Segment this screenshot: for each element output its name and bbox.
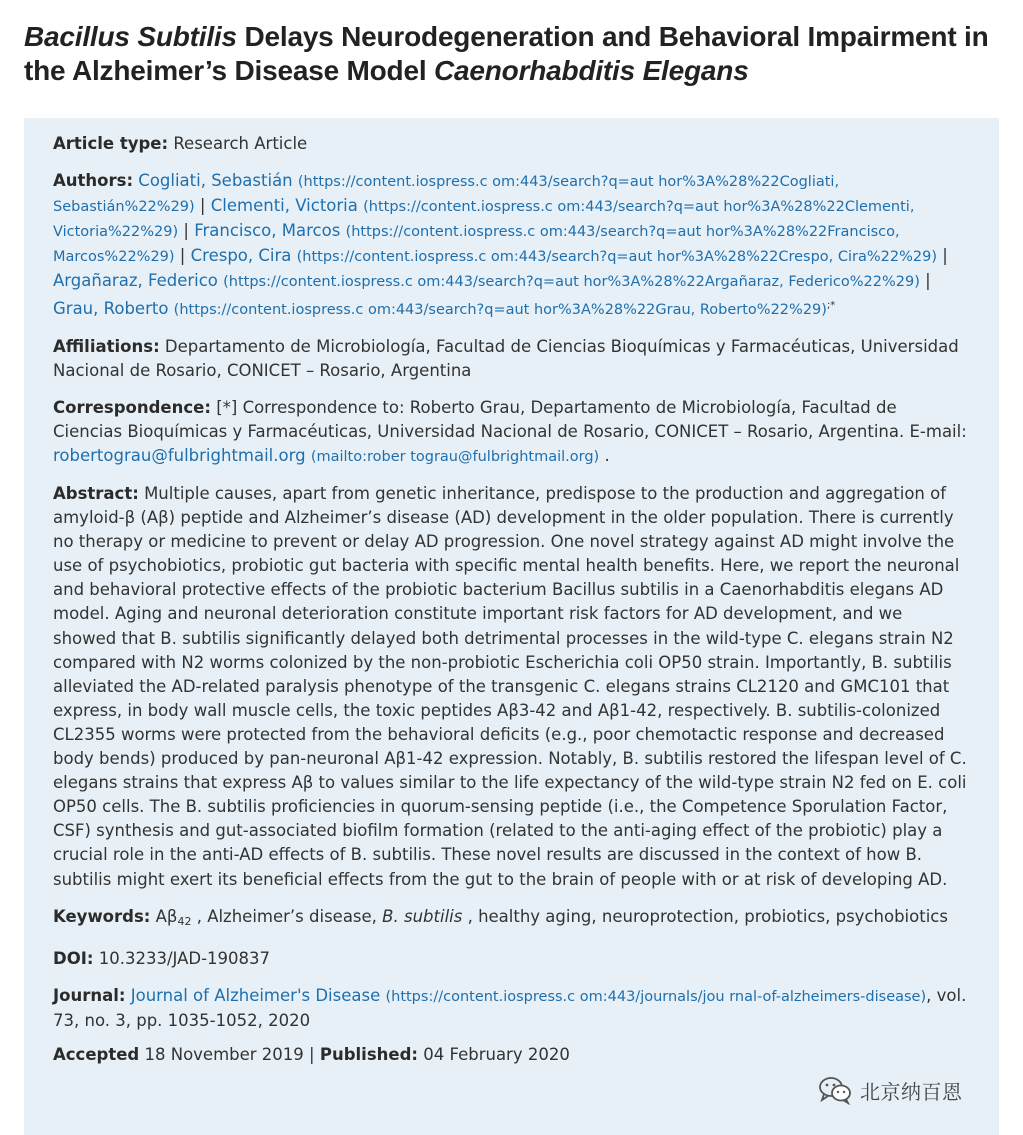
- author-link[interactable]: Crespo, Cira: [190, 246, 292, 265]
- affiliations-value: Departamento de Microbiología, Facultad de Ciencias Bioquímicas y Farmacéuticas, Universidad Nacional de Rosario, CONICET – Rosario, Argentina: [53, 337, 959, 380]
- author-url[interactable]: (https://content.iospress.c om:443/search?q=aut hor%3A%28%22Clementi, Victoria%22%29): [53, 199, 915, 240]
- article-type-label: Article type:: [53, 134, 169, 153]
- title-italic-organism: Bacillus Subtilis: [24, 21, 237, 52]
- affiliations-label: Affiliations:: [53, 337, 160, 356]
- author-link[interactable]: Grau, Roberto: [53, 299, 169, 318]
- doi-value: 10.3233/JAD-190837: [93, 948, 271, 968]
- author-link[interactable]: Argañaraz, Federico: [53, 271, 218, 290]
- article-metadata: [53, 132, 968, 1080]
- accepted-label: Accepted: [53, 1044, 140, 1064]
- journal-link[interactable]: Journal of Alzheimer's Disease: [130, 985, 381, 1005]
- authors-label: Authors:: [53, 171, 134, 190]
- keywords-label: Keywords:: [53, 906, 151, 926]
- author-url[interactable]: (https://content.iospress.c om:443/search?q=aut hor%3A%28%22Crespo, Cira%22%29): [296, 249, 937, 265]
- doi-label: DOI:: [53, 948, 94, 968]
- watermark-text: 北京纳百恩: [860, 1079, 963, 1104]
- correspondence-email-link[interactable]: robertograu@fulbrightmail.org: [53, 446, 306, 465]
- journal-label: Journal:: [53, 985, 126, 1005]
- keywords-rest: , healthy aging, neuroprotection, probiotics, psychobiotics: [462, 906, 948, 926]
- wechat-icon: [818, 1075, 852, 1105]
- abstract-text: Multiple causes, apart from genetic inheritance, predispose to the production and aggregation of amyloid-β (Aβ) peptide and Alzheimer’s disease (AD) development in the older population. There is currently no therapy or medicine to prevent or delay AD progression. One novel strategy against AD might involve the use of psychobiotics, probiotic gut bacteria with specific mental health benefits. Here, we report the neuronal and behavioral protective effects of the probiotic bacterium Bacillus subtilis in a Caenorhabditis elegans AD model. Aging and neuronal deterioration constitute important risk factors for AD development, and we showed that B. subtilis significantly delayed both detrimental processes in the wild-type C. elegans strain N2 compared with N2 worms colonized by the non-probiotic Escherichia coli OP50 strain. Importantly, B. subtilis alleviated the AD-related paralysis phenotype of the transgenic C. elegans strains CL2120 and GMC101 that express, in body wall muscle cells, the toxic peptides Aβ3-42 and Aβ1-42, respectively. B. subtilis-colonized CL2355 worms were protected from the behavioral deficits (e.g., poor chemotactic response and decreased body bends) produced by pan-neuronal Aβ1-42 expression. Notably, B. subtilis restored the lifespan level of C. elegans strains that express Aβ to values similar to the life expectancy of the wild-type strain N2 fed on E. coli OP50 cells. The B. subtilis proficiencies in quorum-sensing peptide (i.e., the Competence Sporulation Factor, CSF) synthesis and gut-associated biofilm formation (related to the anti-aging effect of the probiotic) play a crucial role in the anti-AD effects of B. subtilis. These novel results are discussed in the context of how B. subtilis might exert its beneficial effects from the gut to the brain of people with or at risk of developing AD.: [53, 484, 967, 889]
- abstract-label: Abstract:: [53, 484, 139, 503]
- title-main-text: Delays Neurodegeneration and Behavioral Impairment in the Alzheimer’s Disease Model: [24, 21, 989, 86]
- author-separator: |: [174, 246, 191, 265]
- authors-list: [53, 171, 948, 318]
- correspondence-mailto-url[interactable]: (mailto:rober tograu@fulbrightmail.org): [310, 449, 600, 465]
- author-separator: |: [178, 221, 195, 240]
- correspondence-value: [*] Correspondence to: Roberto Grau, Departamento de Microbiología, Facultad de Ciencias Bioquímicas y Farmacéuticas, Universidad Nacional de Rosario, CONICET – Rosario, Argentina. E-mail:: [53, 398, 967, 441]
- correspondence-end: .: [599, 446, 610, 465]
- article-type-value: Research Article: [168, 134, 308, 153]
- author-url[interactable]: (https://content.iospress.c om:443/search?q=aut hor%3A%28%22Grau, Roberto%22%29): [173, 302, 827, 318]
- published-date: 04 February 2020: [418, 1044, 570, 1064]
- author-url[interactable]: (https://content.iospress.c om:443/search?q=aut hor%3A%28%22Cogliati, Sebastián%22%29): [53, 174, 840, 215]
- author-separator: |: [936, 246, 948, 265]
- journal-field: [53, 984, 968, 1033]
- author-link[interactable]: Francisco, Marcos: [194, 221, 341, 240]
- dates-field: [53, 1043, 968, 1067]
- correspondence-field: [53, 396, 968, 469]
- article-type-field: [53, 132, 968, 156]
- accepted-date: 18 November 2019: [139, 1044, 304, 1064]
- dates-divider: |: [303, 1044, 320, 1064]
- author-separator: |: [194, 196, 211, 215]
- author-link[interactable]: Clementi, Victoria: [210, 196, 358, 215]
- affiliations-field: [53, 335, 968, 383]
- keywords-field: [53, 905, 968, 934]
- correspondence-label: Correspondence:: [53, 398, 211, 417]
- journal-url[interactable]: (https://content.iospress.c om:443/journals/jou rnal-of-alzheimers-disease): [385, 988, 927, 1005]
- keyword-separator: , Alzheimer’s disease,: [191, 906, 383, 926]
- author-url[interactable]: (https://content.iospress.c om:443/search?q=aut hor%3A%28%22Francisco, Marcos%22%29): [53, 224, 900, 265]
- authors-field: [53, 169, 968, 322]
- article-title: [24, 20, 999, 88]
- keyword-abeta: Aβ: [150, 906, 178, 926]
- published-label: Published:: [319, 1044, 418, 1064]
- title-italic-model: Caenorhabditis Elegans: [434, 55, 749, 86]
- author-separator: |: [919, 271, 931, 290]
- author-link[interactable]: Cogliati, Sebastián: [138, 171, 293, 190]
- keyword-b-subtilis: B. subtilis: [382, 906, 463, 926]
- doi-field: [53, 947, 968, 971]
- abstract-field: [53, 482, 968, 892]
- journal-details: , vol. 73, no. 3, pp. 1035-1052, 2020: [53, 985, 967, 1030]
- watermark: [818, 1072, 963, 1108]
- keyword-abeta-subscript: 42: [177, 914, 192, 928]
- corresponding-author-mark: ;*: [826, 300, 836, 311]
- author-url[interactable]: (https://content.iospress.c om:443/search?q=aut hor%3A%28%22Argañaraz, Federico%22%29): [223, 274, 920, 290]
